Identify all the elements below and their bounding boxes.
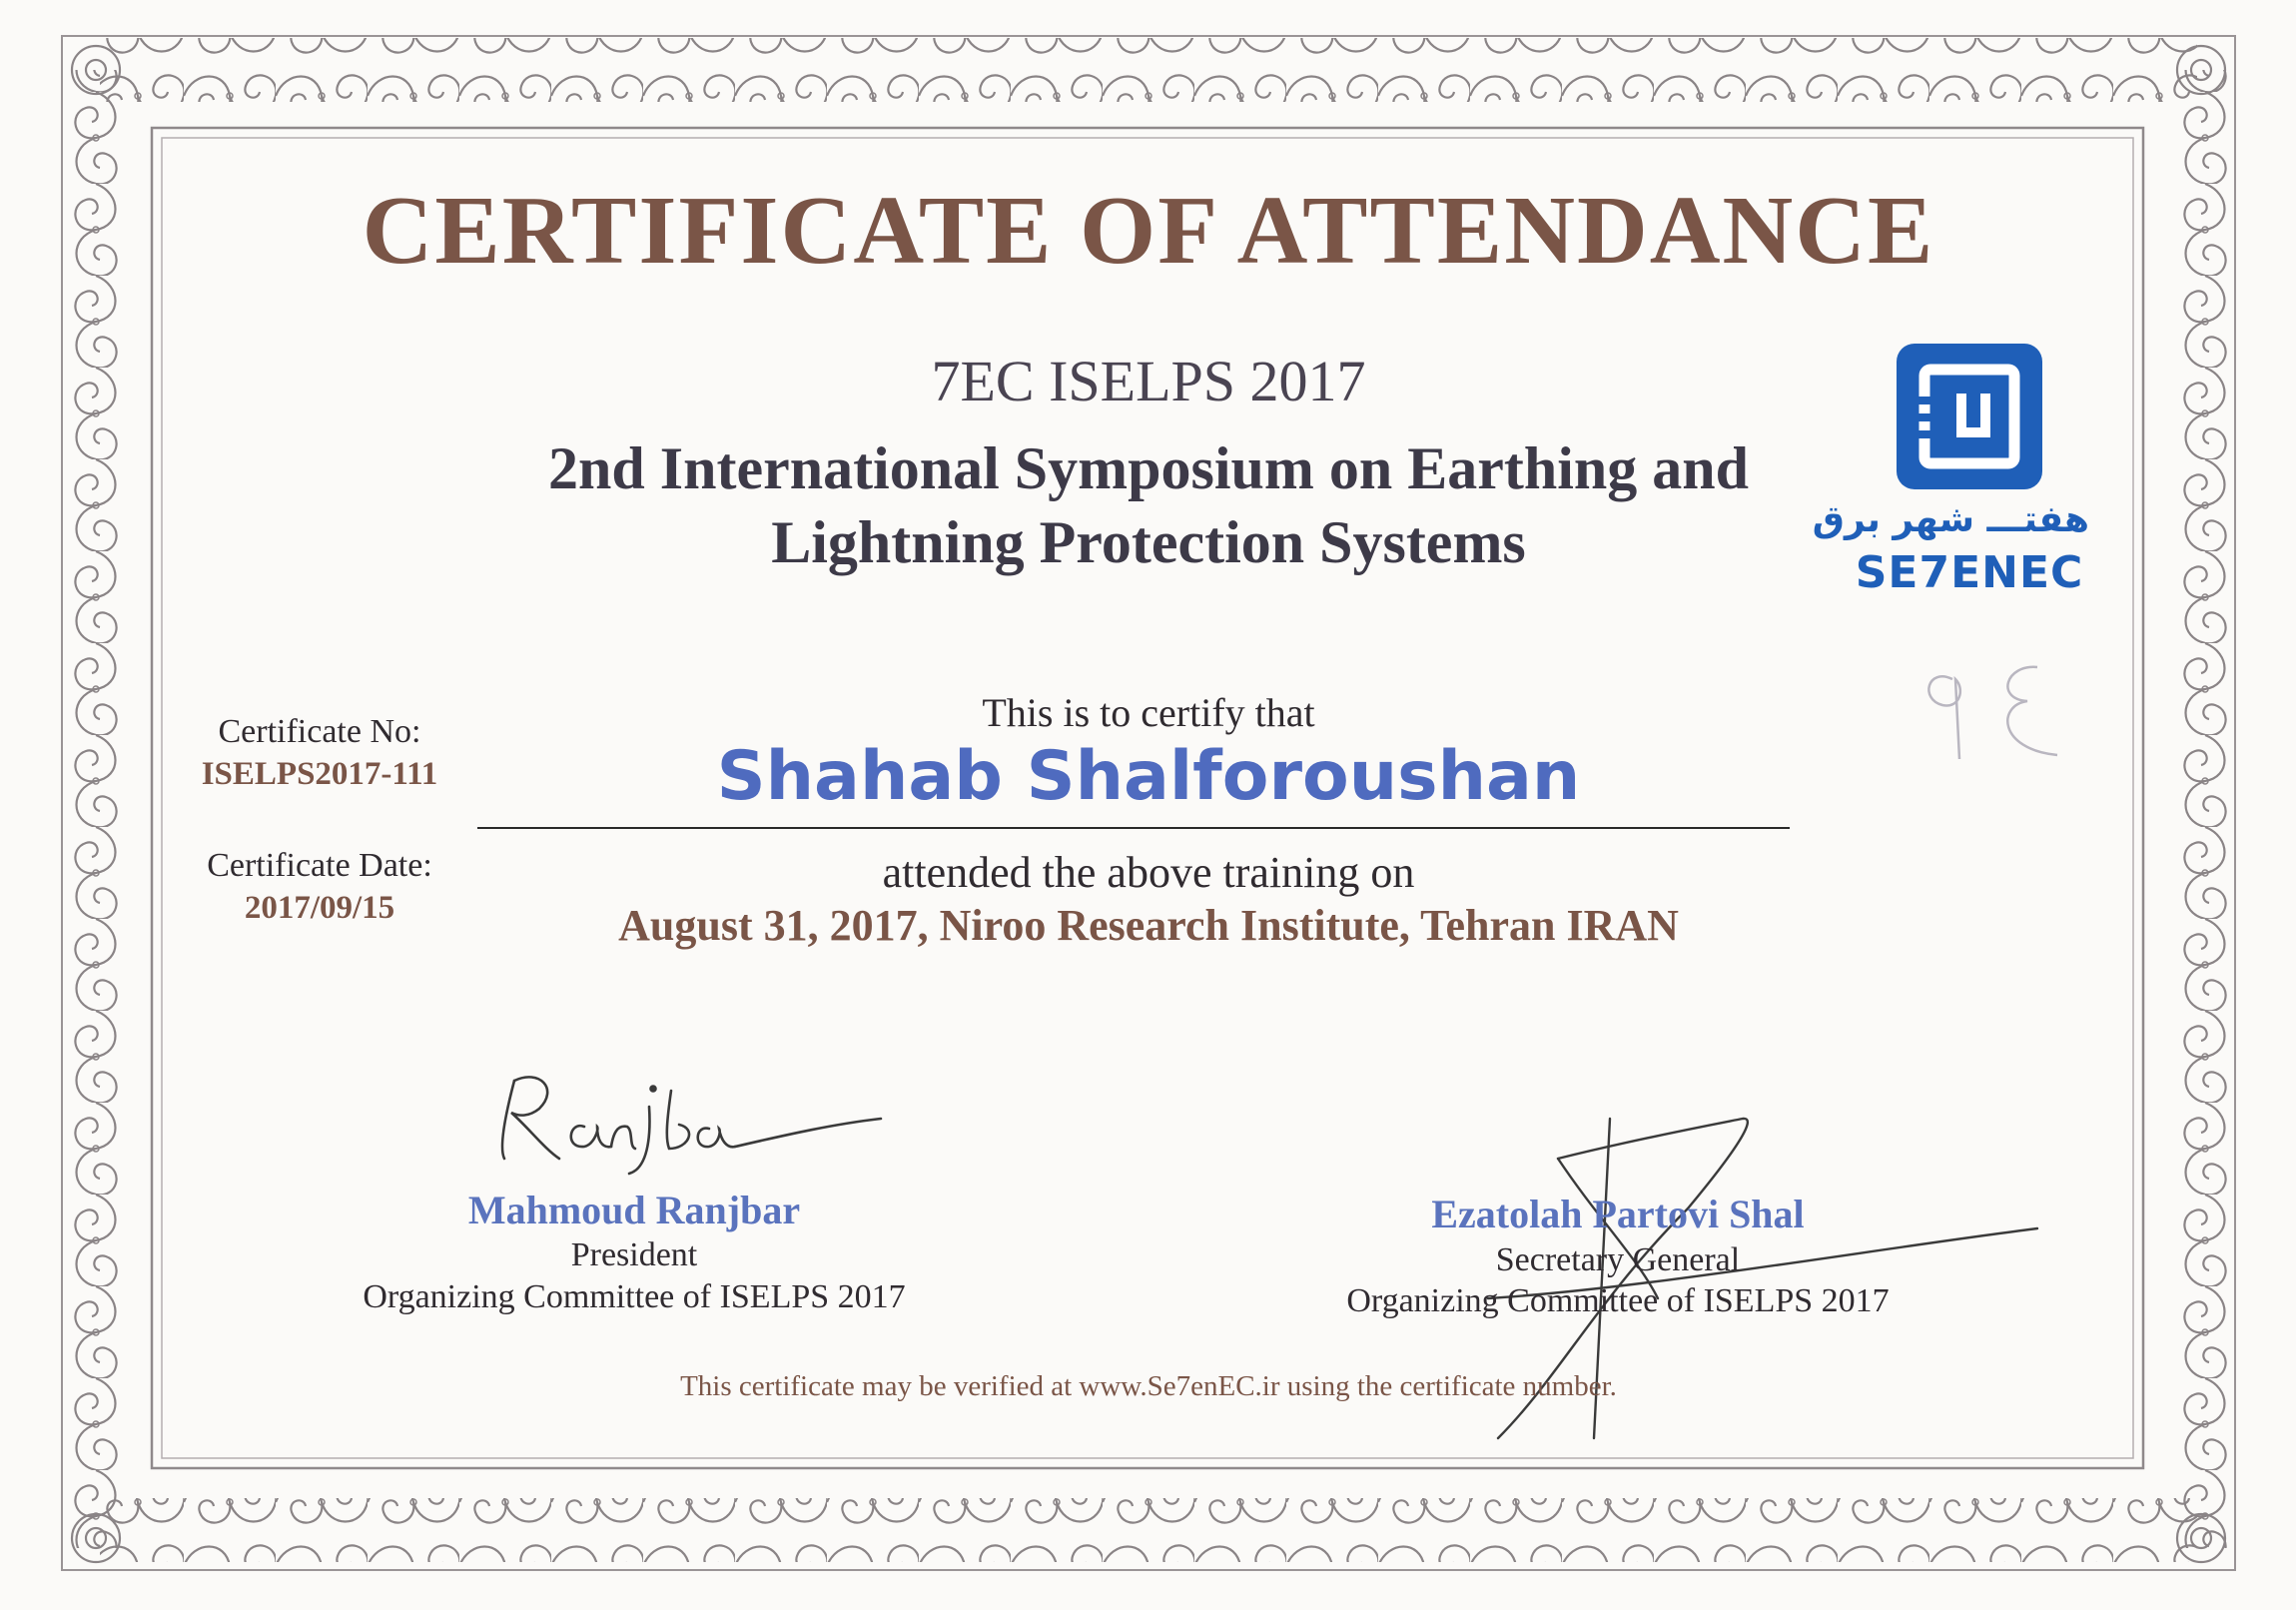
name-underline — [477, 827, 1790, 829]
verification-note: This certificate may be verified at www.Se7enEC.ir using the certificate number. — [680, 1370, 1617, 1402]
event-code: 7EC ISELPS 2017 — [931, 349, 1366, 413]
recipient-name: Shahab Shalforoushan — [716, 737, 1581, 816]
signatory-2-name: Ezatolah Partovi Shal — [1431, 1192, 1805, 1236]
certificate-title: CERTIFICATE OF ATTENDANCE — [362, 177, 1935, 285]
symposium-line-1: 2nd International Symposium on Earthing and — [548, 435, 1749, 501]
logo-brand-text: SE7ENEC — [1855, 547, 2084, 598]
handwritten-mark-icon — [1928, 667, 2057, 759]
certificate-date-value: 2017/09/15 — [244, 890, 395, 926]
symposium-name — [300, 431, 1997, 579]
signatory-1-role: President — [570, 1236, 698, 1273]
setenec-square-icon — [1895, 342, 2044, 491]
certificate-date-label: Certificate Date: — [207, 847, 432, 884]
logo-persian-text: هفتـــ شهر برق — [1812, 499, 2089, 540]
signatory-2-role: Secretary General — [1495, 1241, 1741, 1278]
signature-ranjbar-icon — [502, 1077, 881, 1174]
certify-intro: This is to certify that — [982, 690, 1315, 735]
event-details: August 31, 2017, Niroo Research Institute, Tehran IRAN — [618, 901, 1679, 950]
signatory-1-committee: Organizing Committee of ISELPS 2017 — [363, 1278, 906, 1315]
attended-text: attended the above training on — [882, 848, 1415, 897]
certificate-number-value: ISELPS2017-111 — [201, 756, 438, 792]
symposium-line-2: Lightning Protection Systems — [771, 509, 1526, 575]
certificate-number-label: Certificate No: — [218, 713, 421, 750]
setenec-logo — [1812, 340, 2089, 609]
signatory-2-committee: Organizing Committee of ISELPS 2017 — [1346, 1282, 1890, 1319]
signatory-1-name: Mahmoud Ranjbar — [467, 1188, 801, 1232]
